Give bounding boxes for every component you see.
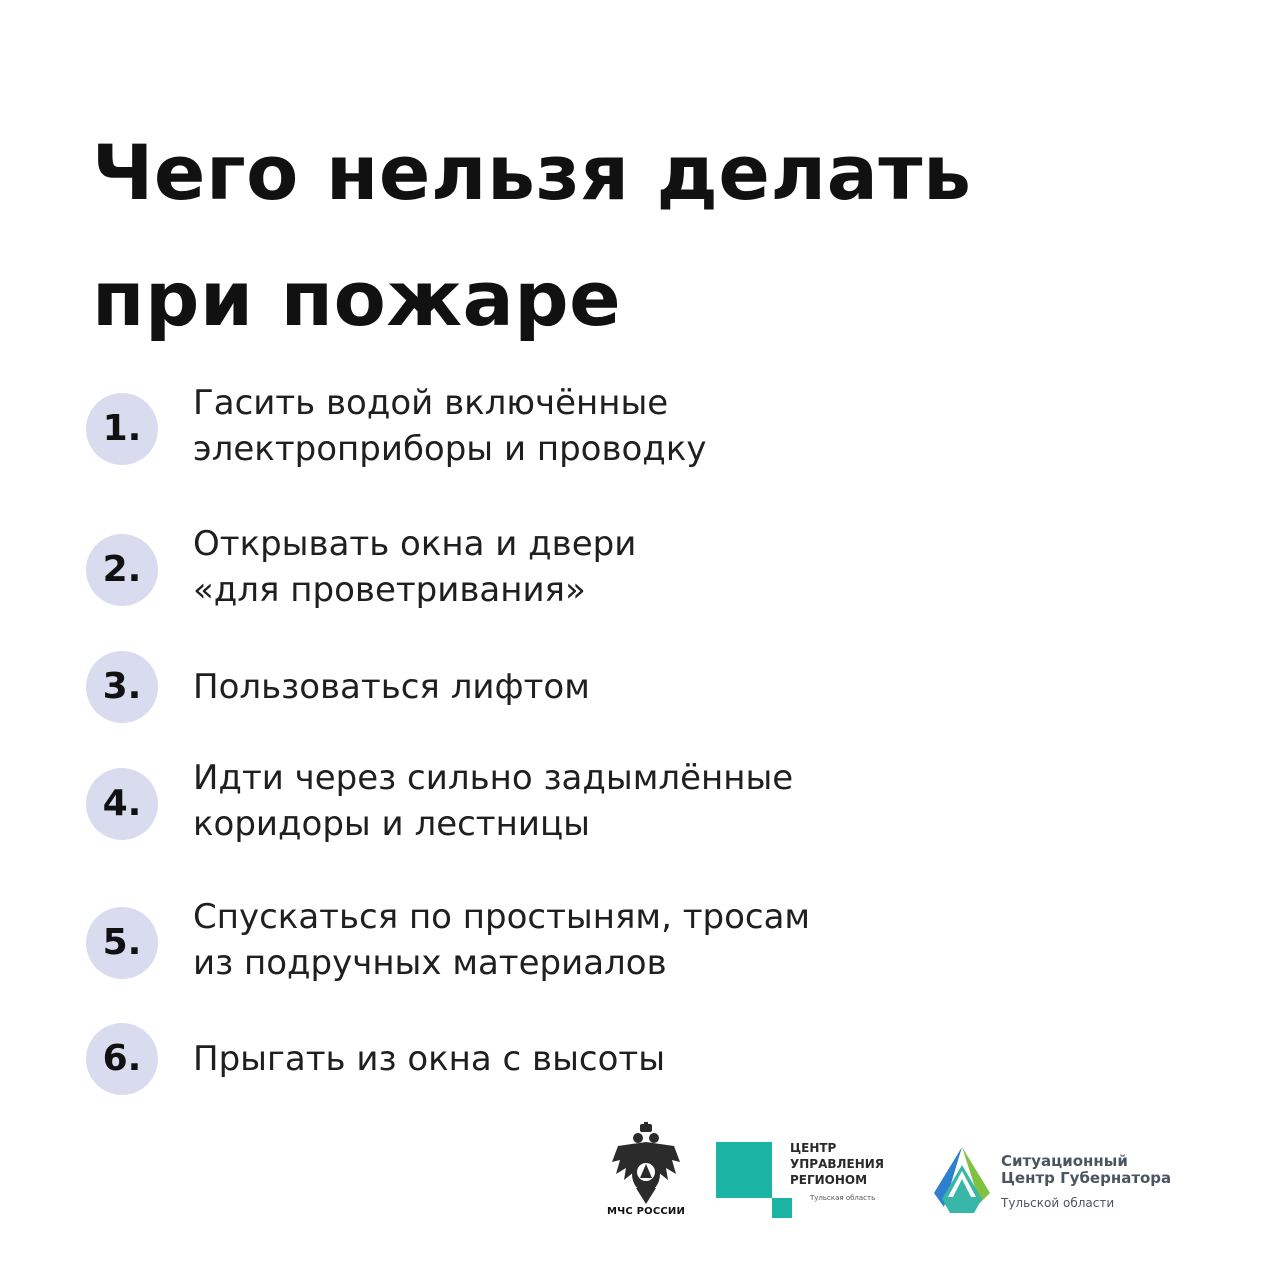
- cur-name-line: ЦЕНТР: [790, 1141, 837, 1155]
- item-text-line: из подручных материалов: [193, 943, 667, 983]
- list-item: [86, 758, 1186, 844]
- cur-logo: [716, 1140, 916, 1220]
- situation-center-name: [1001, 1153, 1171, 1187]
- cur-name-line: УПРАВЛЕНИЯ: [790, 1157, 885, 1171]
- list-item: [86, 383, 1186, 469]
- list-item: [86, 897, 1186, 983]
- cur-name: [790, 1140, 884, 1188]
- list-item: [86, 524, 1186, 610]
- item-text-line: Пользоваться лифтом: [193, 667, 590, 707]
- cur-squares-icon: [716, 1140, 796, 1220]
- situation-center-emblem-icon: [930, 1145, 994, 1217]
- mchs-label: МЧС РОССИИ: [606, 1206, 686, 1217]
- situation-center-name-line: Ситуационный: [1001, 1152, 1128, 1170]
- item-text-line: «для проветривания»: [193, 570, 586, 610]
- item-text-line: Спускаться по простыням, тросам: [193, 897, 811, 937]
- item-text: [193, 755, 953, 847]
- situation-center-name-line: Центр Губернатора: [1001, 1169, 1172, 1187]
- mchs-emblem-icon: [600, 1122, 692, 1206]
- list-item: [86, 651, 1186, 723]
- title-line-1: Чего нельзя делать: [92, 128, 972, 217]
- cur-region: Тульская область: [810, 1194, 876, 1202]
- item-number-badge: 4.: [86, 768, 158, 840]
- situation-center-region: Тульской области: [1001, 1196, 1115, 1210]
- item-number-badge: 2.: [86, 534, 158, 606]
- item-text-line: электроприборы и проводку: [193, 429, 707, 469]
- item-number-badge: 3.: [86, 651, 158, 723]
- item-text: [193, 664, 953, 710]
- cur-name-line: РЕГИОНОМ: [790, 1173, 868, 1187]
- page-title: [92, 110, 1192, 362]
- item-text: [193, 894, 953, 986]
- item-text: [193, 380, 953, 472]
- item-number-badge: 1.: [86, 393, 158, 465]
- list-item: [86, 1023, 1186, 1095]
- title-line-2: при пожаре: [92, 254, 622, 343]
- item-text: [193, 1036, 953, 1082]
- item-number-badge: 6.: [86, 1023, 158, 1095]
- item-text-line: Открывать окна и двери: [193, 524, 637, 564]
- item-text-line: Идти через сильно задымлённые: [193, 758, 794, 798]
- item-text-line: коридоры и лестницы: [193, 804, 590, 844]
- item-text-line: Гасить водой включённые: [193, 383, 669, 423]
- item-text-line: Прыгать из окна с высоты: [193, 1039, 666, 1079]
- situation-center-logo: [930, 1145, 1230, 1220]
- item-number-badge: 5.: [86, 907, 158, 979]
- mchs-logo: [600, 1122, 692, 1222]
- item-text: [193, 521, 953, 613]
